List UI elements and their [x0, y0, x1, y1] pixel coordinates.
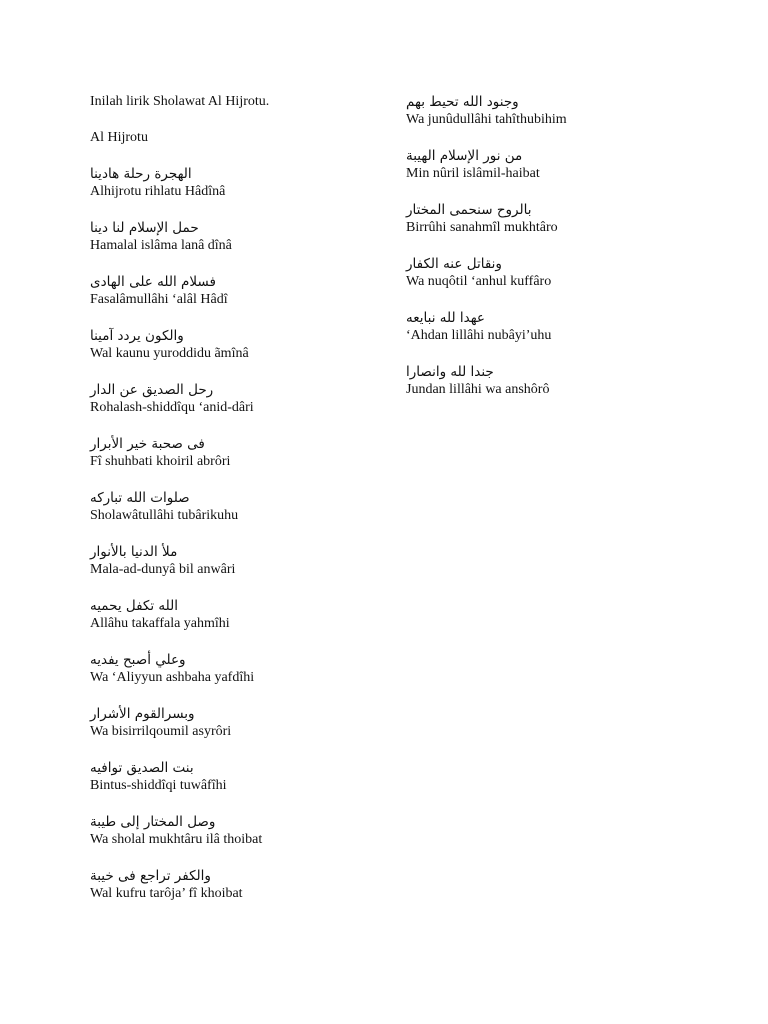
stanza — [90, 381, 390, 417]
stanza — [406, 309, 706, 345]
arabic-line: فى صحبة خير الأبرار — [90, 436, 205, 452]
stanza — [90, 597, 390, 633]
right-column — [406, 93, 706, 399]
latin-line: Fî shuhbati khoiril abrôri — [90, 454, 231, 469]
arabic-line: رحل الصديق عن الدار — [90, 382, 214, 398]
latin-line: Jundan lillâhi wa anshôrô — [406, 382, 550, 397]
arabic-line: الله تكفل يحميه — [90, 598, 179, 614]
latin-line: Alhijrotu rihlatu Hâdînâ — [90, 184, 226, 199]
stanza — [90, 219, 390, 255]
arabic-line: ونقاتل عنه الكفار — [406, 256, 502, 272]
latin-line: Bintus-shiddîqi tuwâfîhi — [90, 778, 227, 793]
arabic-line: فسلام الله على الهادى — [90, 274, 216, 290]
latin-line: Min nûril islâmil-haibat — [406, 166, 540, 181]
stanza — [90, 813, 390, 849]
song-title: Al Hijrotu — [90, 130, 148, 145]
latin-line: Hamalal islâma lanâ dînâ — [90, 238, 232, 253]
arabic-line: وجنود الله تحيط بهم — [406, 94, 519, 110]
arabic-line: جندا لله وانصارا — [406, 364, 494, 380]
stanza — [90, 165, 390, 201]
arabic-line: بالروح سنحمى المختار — [406, 202, 532, 218]
latin-line: Wa ‘Aliyyun ashbaha yafdîhi — [90, 670, 255, 685]
stanza — [90, 327, 390, 363]
latin-line: ‘Ahdan lillâhi nubâyi’uhu — [406, 328, 552, 343]
arabic-line: والكفر تراجع فى خيبة — [90, 868, 211, 884]
arabic-line: بنت الصديق توافيه — [90, 760, 194, 776]
latin-line: Mala-ad-dunyâ bil anwâri — [90, 562, 236, 577]
latin-line: Rohalash-shiddîqu ‘anid-dâri — [90, 400, 254, 415]
stanza — [90, 759, 390, 795]
stanza — [90, 273, 390, 309]
latin-line: Birrûhi sanahmîl mukhtâro — [406, 220, 558, 235]
latin-line: Wal kufru tarôja’ fî khoibat — [90, 886, 243, 901]
latin-line: Allâhu takaffala yahmîhi — [90, 616, 230, 631]
stanza — [90, 435, 390, 471]
latin-line: Wal kaunu yuroddidu ãmînâ — [90, 346, 249, 361]
arabic-line: وبسرالقوم الأشرار — [90, 706, 195, 722]
arabic-line: صلوات الله تباركه — [90, 490, 190, 506]
latin-line: Wa bisirrilqoumil asyrôri — [90, 724, 232, 739]
stanza — [90, 705, 390, 741]
arabic-line: حمل الإسلام لنا دينا — [90, 220, 199, 236]
stanza — [90, 651, 390, 687]
stanza — [406, 93, 706, 129]
left-column — [90, 93, 390, 903]
stanza — [406, 201, 706, 237]
intro-text: Inilah lirik Sholawat Al Hijrotu. — [90, 94, 270, 109]
latin-line: Wa sholal mukhtâru ilâ thoibat — [90, 832, 263, 847]
arabic-line: ملأ الدنيا بالأنوار — [90, 544, 178, 560]
arabic-line: وصل المختار إلى طيبة — [90, 814, 216, 830]
stanza — [406, 255, 706, 291]
arabic-line: والكون يردد آمينا — [90, 328, 184, 344]
latin-line: Wa junûdullâhi tahîthubihim — [406, 112, 567, 127]
arabic-line: عهدا لله نبايعه — [406, 310, 485, 326]
stanza — [90, 489, 390, 525]
stanza — [90, 543, 390, 579]
latin-line: Sholawâtullâhi tubârikuhu — [90, 508, 239, 523]
latin-line: Wa nuqôtil ‘anhul kuffâro — [406, 274, 552, 289]
arabic-line: وعلي أصبح يفديه — [90, 652, 186, 668]
stanza — [90, 867, 390, 903]
spacer — [90, 111, 390, 129]
latin-line: Fasalâmullâhi ‘alâl Hâdî — [90, 292, 228, 307]
stanza — [406, 363, 706, 399]
stanza — [406, 147, 706, 183]
arabic-line: الهجرة رحلة هادينا — [90, 166, 192, 182]
arabic-line: من نور الإسلام الهيبة — [406, 148, 523, 164]
spacer — [90, 147, 390, 165]
